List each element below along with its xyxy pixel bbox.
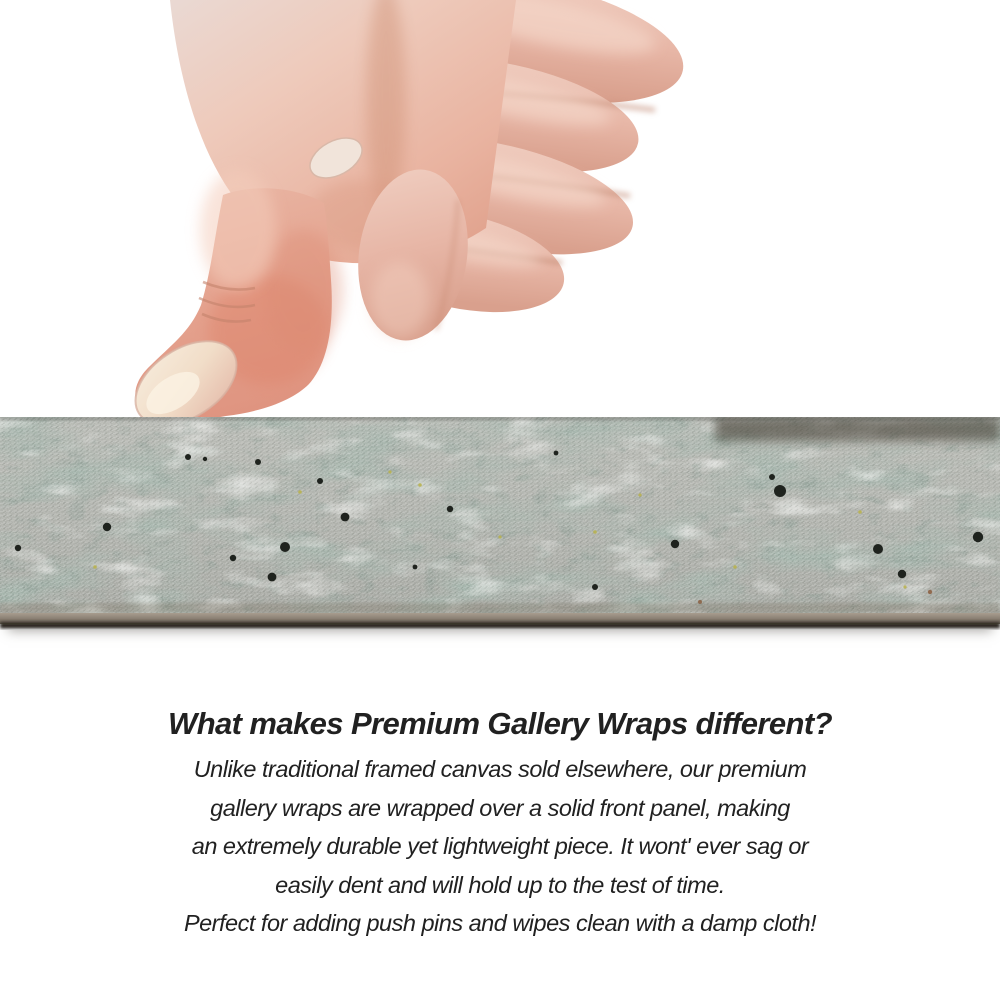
- canvas-texture: [0, 417, 1000, 630]
- canvas-edge-photo: [0, 417, 1000, 630]
- hand-photo: [118, 0, 702, 424]
- canvas-face: [0, 417, 1000, 613]
- caption-line: Perfect for adding push pins and wipes clean with a damp cloth!: [183, 910, 817, 937]
- caption-line: easily dent and will hold up to the test of time.: [275, 871, 725, 898]
- hand-illustration: [118, 0, 702, 424]
- caption: [0, 701, 1000, 943]
- caption-line: gallery wraps are wrapped over a solid front panel, making: [210, 794, 790, 821]
- caption-body: [0, 750, 1000, 943]
- caption-heading: What makes Premium Gallery Wraps different?: [168, 706, 832, 741]
- canvas-bottom-edge: [0, 613, 1000, 629]
- thumb: [121, 170, 343, 424]
- caption-line: an extremely durable yet lightweight piece. It wont' ever sag or: [191, 833, 809, 860]
- caption-line: Unlike traditional framed canvas sold elsewhere, our premium: [193, 756, 807, 782]
